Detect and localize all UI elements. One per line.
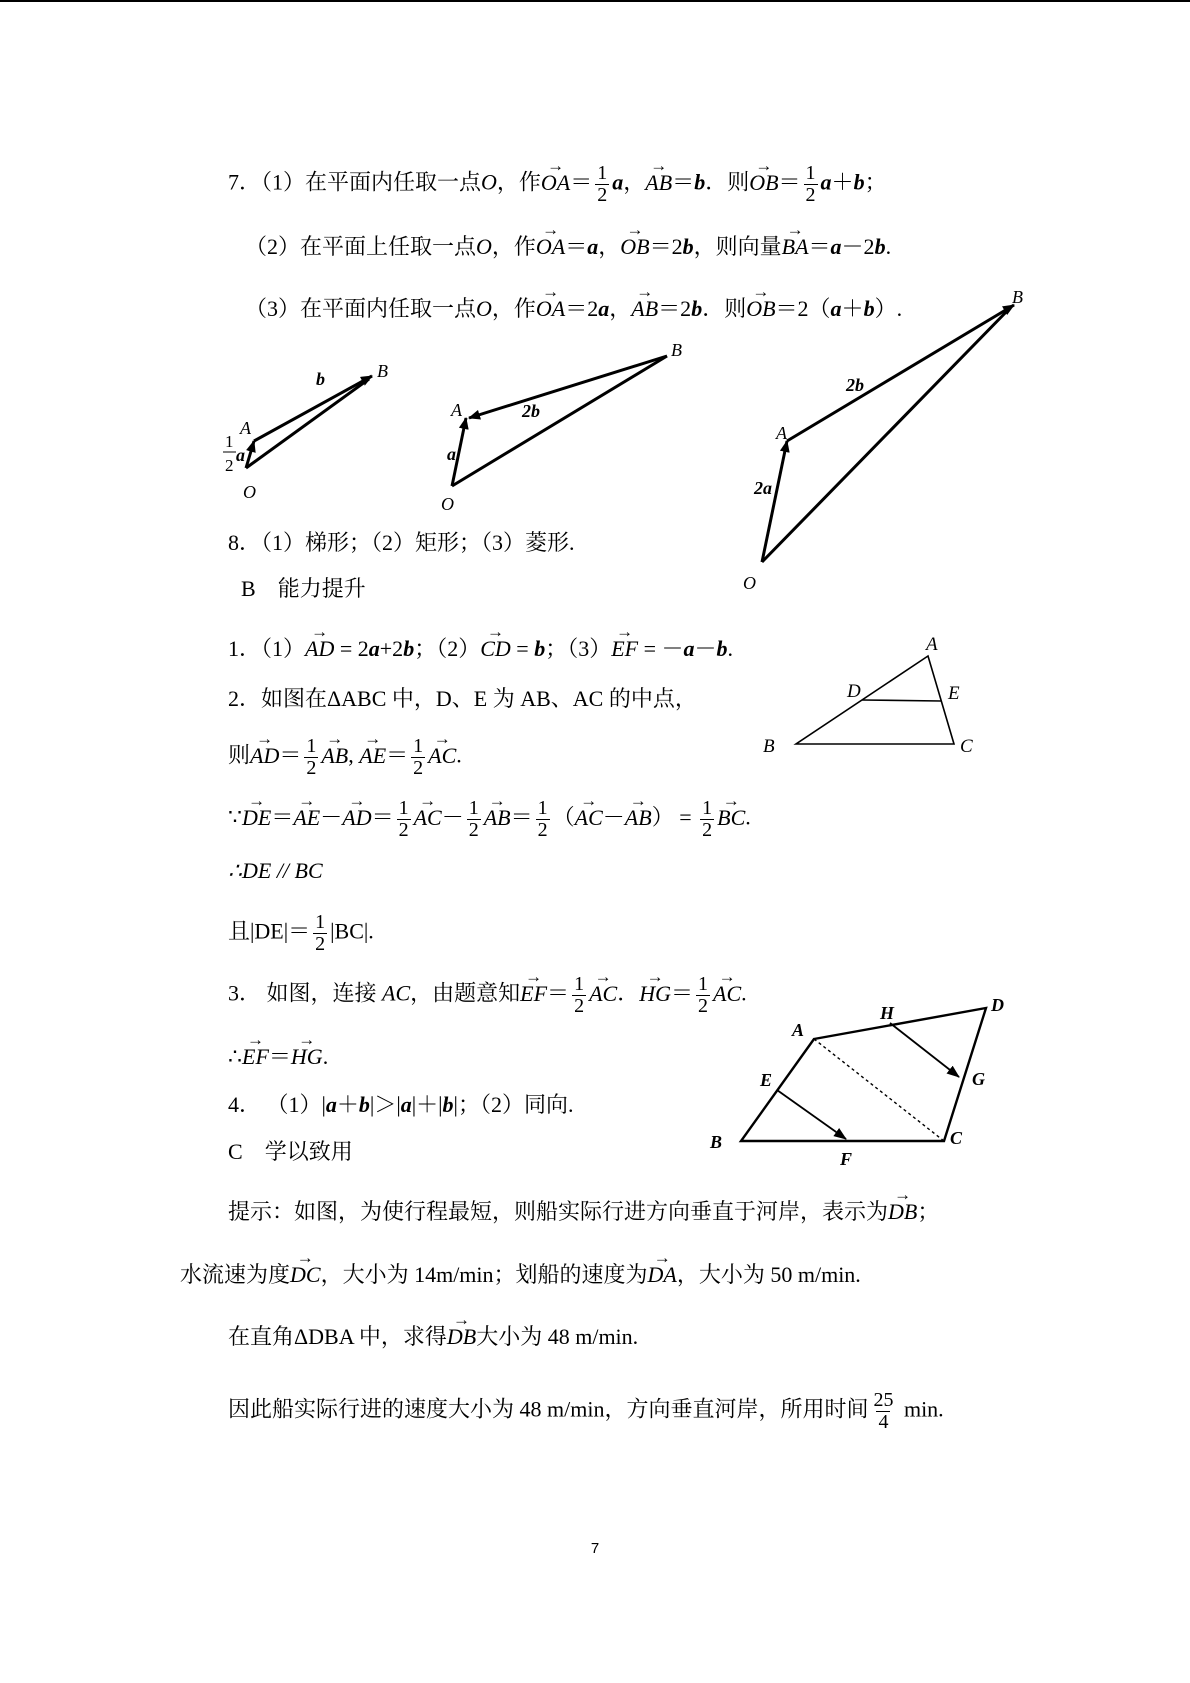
text: ； <box>917 1199 940 1224</box>
text: ，由题意知 <box>410 980 521 1006</box>
numerator: 1 <box>537 797 548 819</box>
text: ，作 <box>496 169 541 195</box>
section-title: 学以致用 <box>264 1139 353 1164</box>
vector-ad: → AD <box>305 638 334 660</box>
c-line2 <box>180 1264 861 1286</box>
vector-ob <box>246 379 369 468</box>
text: ＝ <box>268 1044 291 1069</box>
vector-a: a <box>830 234 842 259</box>
label-A: A <box>792 1020 805 1040</box>
label-C: C <box>950 1128 963 1148</box>
vector-ac: → AC <box>713 983 741 1005</box>
text: （ <box>552 804 575 830</box>
text: . <box>322 1044 329 1069</box>
text: － <box>602 804 625 830</box>
label-B: B <box>377 361 388 381</box>
vector-a: a <box>830 296 842 321</box>
numerator: 25 <box>873 1389 894 1411</box>
numerator: 1 <box>413 735 424 757</box>
label-half-den: 2 <box>225 456 234 475</box>
text: . <box>741 980 747 1006</box>
fraction-half <box>397 798 411 841</box>
vector-a: a <box>400 1092 412 1117</box>
text: － <box>694 636 717 661</box>
label-H: H <box>880 1003 895 1023</box>
figure-7-1 <box>246 376 372 468</box>
text: ＝ <box>279 742 302 768</box>
numerator: 1 <box>398 797 409 819</box>
label-B: B <box>763 736 775 757</box>
vector-hg: → HG <box>291 1046 323 1068</box>
point-label: O <box>476 234 492 259</box>
label-2b: 2b <box>522 401 540 421</box>
b2-line5 <box>228 912 374 955</box>
point-label: O <box>481 169 497 195</box>
vector-ae: → AE <box>359 745 386 767</box>
vector-ad: → AD <box>250 745 279 767</box>
text: ＝ <box>371 804 394 830</box>
vector-cd: → CD <box>480 638 511 660</box>
b3-line2 <box>228 1046 328 1068</box>
vector-ab: → AB <box>321 745 348 767</box>
denominator: 4 <box>878 1411 889 1433</box>
denominator: 2 <box>702 819 713 841</box>
text: = － <box>638 636 684 661</box>
vector-db: → DB <box>888 1201 917 1223</box>
label-F: F <box>840 1149 853 1169</box>
c-line4 <box>228 1390 944 1433</box>
vector-de: → DE <box>242 807 271 829</box>
q8-answer: 8．（1）梯形；（2）矩形；（3）菱形. <box>228 530 575 555</box>
vector-2b <box>469 356 667 418</box>
text: ， <box>623 169 646 195</box>
vector-db: → DB <box>447 1326 476 1348</box>
vector-ob: → OB <box>749 172 778 194</box>
b3-line1 <box>228 974 747 1017</box>
label-O: O <box>243 482 256 502</box>
text: （3）在平面内任取一点 <box>245 296 477 321</box>
text: AC <box>382 980 411 1006</box>
text: ，作 <box>491 234 536 259</box>
vector-ad: → AD <box>342 807 371 829</box>
numerator: 1 <box>698 973 708 995</box>
text: ＝2 <box>658 296 692 321</box>
vector-oa: → OA <box>536 236 565 258</box>
label-half-num: 1 <box>225 432 234 451</box>
text: ＝ <box>808 234 831 259</box>
label-A: A <box>240 418 251 438</box>
denominator: 2 <box>574 995 585 1017</box>
label-2a: 2a <box>754 478 772 498</box>
text: . <box>727 636 734 661</box>
section-title: 能力提升 <box>277 576 366 601</box>
label-A: A <box>926 634 938 655</box>
denominator: 2 <box>398 819 409 841</box>
text: ＋ <box>336 1092 359 1117</box>
fraction-half <box>313 912 327 955</box>
vector-ba: → BA <box>782 236 809 258</box>
vector-b: b <box>691 296 703 321</box>
text: 提示：如图，为使行程最短，则船实际行进方向垂直于河岸，表示为 <box>228 1199 889 1224</box>
label-G: G <box>972 1069 985 1089</box>
vector-ob: → OB <box>746 298 775 320</box>
text: ＝ <box>565 234 588 259</box>
denominator: 2 <box>306 757 317 779</box>
text: ；（3） <box>545 636 612 661</box>
vector-hg: → HG <box>639 983 671 1005</box>
vector-ob: → OB <box>620 236 649 258</box>
text: ＝ <box>570 169 593 195</box>
text: ，作 <box>491 296 536 321</box>
vector-ab: → AB <box>631 298 658 320</box>
text: －2 <box>841 234 875 259</box>
section-letter: C <box>228 1139 243 1164</box>
text: |BC|. <box>330 918 374 944</box>
text: 3． 如图，连接 <box>228 980 377 1006</box>
vector-ac: → AC <box>589 983 617 1005</box>
vector-ob <box>452 356 667 486</box>
numerator: 1 <box>574 973 585 995</box>
text: min. <box>898 1396 944 1422</box>
label-O: O <box>743 573 756 593</box>
text: ） <box>651 804 674 830</box>
page-number: 7 <box>590 1540 600 1557</box>
section-c-heading <box>228 1141 353 1163</box>
vector-b: b <box>853 169 865 195</box>
vector-a: a <box>587 234 599 259</box>
text: 水流速为度 <box>180 1262 291 1287</box>
vector-b: b <box>863 296 875 321</box>
vector-da: → DA <box>648 1264 677 1286</box>
text: +2 <box>379 636 404 661</box>
text: ；（2） <box>414 636 481 661</box>
text: － <box>441 804 464 830</box>
c-line3 <box>228 1326 638 1348</box>
because-sign: ∵ <box>228 804 242 830</box>
text: . <box>456 742 462 768</box>
label-D: D <box>991 995 1004 1015</box>
vector-b: b <box>682 234 694 259</box>
text: 大小为 48 m/min. <box>476 1324 639 1349</box>
vector-b: b <box>534 636 546 661</box>
text: = <box>673 804 698 830</box>
vector-ac: → AC <box>575 807 603 829</box>
text: ）. <box>874 296 903 321</box>
text: = <box>510 636 535 661</box>
text: ，大小为 14m/min；划船的速度为 <box>320 1262 648 1287</box>
text: ．则 <box>702 296 747 321</box>
vector-ab: → AB <box>484 807 511 829</box>
text: 因此船实际行进的速度大小为 48 m/min，方向垂直河岸，所用时间 <box>228 1396 869 1422</box>
section-b-heading <box>241 578 366 600</box>
b2-line4: ∴DE // BC <box>228 858 323 883</box>
text: ，大小为 50 m/min. <box>676 1262 861 1287</box>
text: ； <box>864 169 887 195</box>
label-a: a <box>236 445 245 465</box>
vector-ac: → AC <box>428 745 456 767</box>
b2-line2 <box>228 736 462 779</box>
vector-ac: → AC <box>414 807 442 829</box>
vector-b <box>254 376 372 441</box>
text: , <box>348 742 354 768</box>
fraction-half <box>696 974 710 1017</box>
text: ＝ <box>386 742 409 768</box>
text: . <box>745 804 751 830</box>
denominator: 2 <box>698 995 708 1017</box>
vector-dc: → DC <box>290 1264 321 1286</box>
text: ＋ <box>831 169 854 195</box>
vector-b: b <box>874 234 886 259</box>
text: ＝ <box>271 804 294 830</box>
text: ， <box>609 296 632 321</box>
text: ，则向量 <box>693 234 782 259</box>
b2-line3 <box>228 798 751 841</box>
text: ＝ <box>778 169 801 195</box>
b1-answer <box>228 638 733 660</box>
label-D: D <box>847 681 861 702</box>
denominator: 2 <box>315 933 326 955</box>
label-A: A <box>451 400 462 420</box>
label-2b: 2b <box>846 375 864 395</box>
section-letter: B <box>241 576 256 601</box>
denominator: 2 <box>537 819 548 841</box>
text: － <box>320 804 343 830</box>
text: ＝2 <box>565 296 599 321</box>
vector-a: a <box>598 296 610 321</box>
vector-a: a <box>683 636 695 661</box>
label-B: B <box>710 1132 723 1152</box>
c-line1 <box>228 1201 939 1223</box>
text: 7．（1）在平面内任取一点 <box>228 169 482 195</box>
fraction-half <box>700 798 714 841</box>
label-C: C <box>960 736 973 757</box>
vector-2a <box>762 441 787 562</box>
text: ＋ <box>841 296 864 321</box>
label-B: B <box>1012 287 1023 307</box>
point-label: O <box>476 296 492 321</box>
text: |＞| <box>369 1092 401 1117</box>
therefore-sign: ∴ <box>228 1044 242 1069</box>
vector-a: a <box>368 636 380 661</box>
text: ＝ <box>510 804 533 830</box>
vector-b: b <box>403 636 415 661</box>
fraction-half <box>572 974 586 1017</box>
vector-b: b <box>694 169 706 195</box>
text: ＝2 <box>649 234 683 259</box>
text: = 2 <box>334 636 369 661</box>
denominator: 2 <box>468 819 479 841</box>
vector-ae: → AE <box>293 807 320 829</box>
numerator: 1 <box>702 797 713 819</box>
figure-7-2 <box>452 356 667 486</box>
label-b: b <box>316 369 325 389</box>
b2-line1: 2．如图在ΔABC 中，D、E 为 AB、AC 的中点， <box>228 686 697 711</box>
text: . <box>885 234 892 259</box>
vector-b: b <box>442 1092 454 1117</box>
vector-oa: → OA <box>541 172 570 194</box>
vector-b: b <box>358 1092 370 1117</box>
fraction-half <box>467 798 481 841</box>
vector-a: a <box>820 169 832 195</box>
text: ＝ <box>547 980 570 1006</box>
numerator: 1 <box>306 735 317 757</box>
vector-ef: → EF <box>520 983 547 1005</box>
numerator: 1 <box>597 162 608 184</box>
label-E: E <box>760 1070 773 1090</box>
text: |；（2）同向. <box>453 1092 574 1117</box>
numerator: 1 <box>468 797 479 819</box>
label-E: E <box>948 683 960 704</box>
text: ＝2（ <box>775 296 831 321</box>
vector-ef: → EF <box>242 1046 269 1068</box>
b4-answer <box>228 1094 573 1116</box>
text: ．则 <box>705 169 750 195</box>
numerator: 1 <box>315 911 326 933</box>
text: 在直角ΔDBA 中，求得 <box>228 1324 447 1349</box>
label-A: A <box>776 423 787 443</box>
text: 则 <box>228 742 251 768</box>
fraction-half <box>304 736 318 779</box>
text: ＝ <box>670 980 693 1006</box>
text: 1．（1） <box>228 636 306 661</box>
text: 4． （1）| <box>228 1092 326 1117</box>
figure-7-3 <box>762 305 1014 562</box>
vector-a: a <box>325 1092 337 1117</box>
numerator: 1 <box>805 162 816 184</box>
vector-ab: → AB <box>625 807 652 829</box>
text: 且|DE|＝ <box>228 918 311 944</box>
text: ＝ <box>672 169 695 195</box>
text: ． <box>617 980 640 1006</box>
vector-bc: → BC <box>717 807 745 829</box>
label-B: B <box>671 340 682 360</box>
label-a: a <box>447 444 456 464</box>
fraction-half <box>536 798 550 841</box>
denominator: 2 <box>413 757 424 779</box>
vector-ef: → EF <box>611 638 638 660</box>
text: ， <box>598 234 621 259</box>
label-O: O <box>441 494 454 514</box>
fraction-half <box>411 736 425 779</box>
vector-a: a <box>612 169 624 195</box>
denominator: 2 <box>805 184 816 206</box>
fraction-25-4 <box>871 1390 895 1433</box>
text: （2）在平面上任取一点 <box>245 234 477 259</box>
vector-oa: → OA <box>536 298 565 320</box>
vector-b: b <box>716 636 728 661</box>
text: |＋| <box>411 1092 443 1117</box>
vector-ab: → AB <box>645 172 672 194</box>
denominator: 2 <box>597 184 608 206</box>
